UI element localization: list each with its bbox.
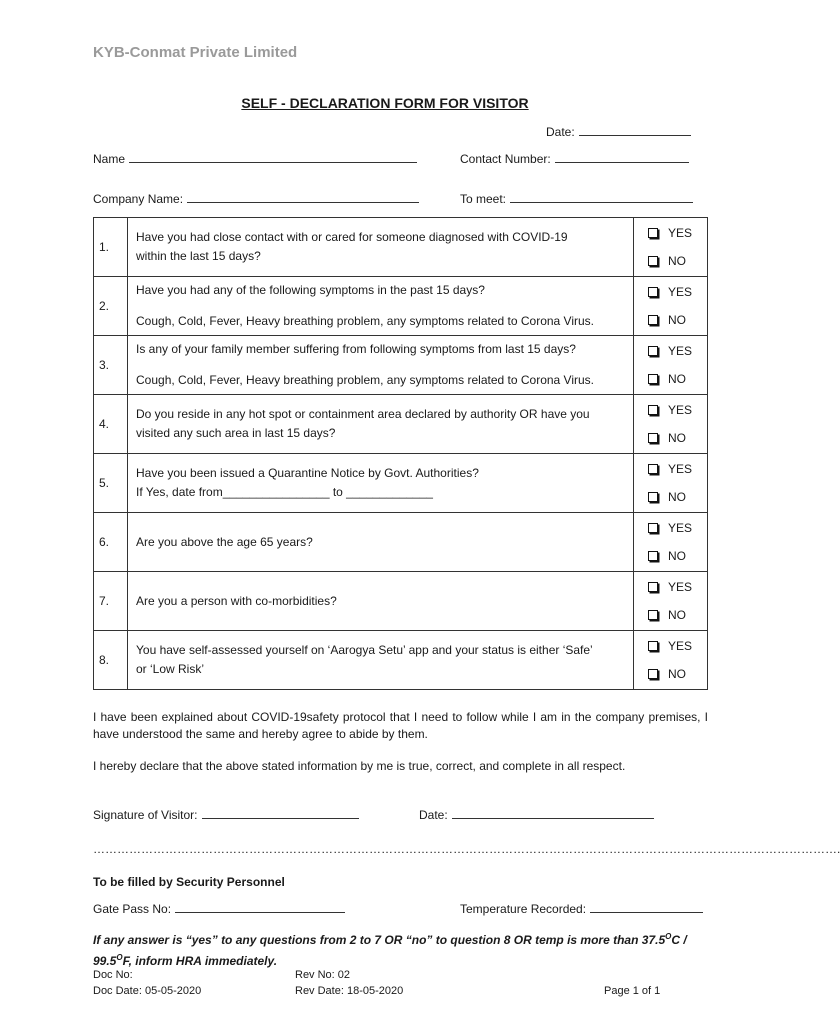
- date-field: [546, 124, 691, 139]
- question-row: [94, 631, 708, 690]
- page-number: Page 1 of 1: [604, 985, 661, 997]
- answer-options: [634, 572, 708, 631]
- yes-label: YES: [668, 580, 693, 594]
- question-row: [94, 572, 708, 631]
- instruction-note: [93, 928, 723, 970]
- question-line-1: Have you had close contact with or cared for someone diagnosed with COVID-19: [136, 230, 568, 244]
- checkbox-icon[interactable]: [648, 346, 658, 356]
- yes-checkbox-option[interactable]: [634, 632, 707, 660]
- revision-number: Rev No: 02: [295, 969, 351, 981]
- checkbox-icon[interactable]: [648, 492, 658, 502]
- contact-label: Contact Number:: [460, 152, 551, 166]
- signature-date-input-line[interactable]: [452, 807, 654, 819]
- checkbox-icon[interactable]: [648, 433, 658, 443]
- company-label: Company Name:: [93, 192, 184, 206]
- company-input-line[interactable]: [187, 191, 419, 203]
- question-line-1: You have self-assessed yourself on ‘Aarogya Setu’ app and your status is either ‘Safe’: [136, 643, 593, 657]
- question-row: [94, 218, 708, 277]
- contact-input-line[interactable]: [555, 151, 689, 163]
- no-label: NO: [668, 490, 686, 504]
- question-line-1: Do you reside in any hot spot or containment area declared by authority OR have you: [136, 407, 590, 421]
- question-line-1: Have you been issued a Quarantine Notice by Govt. Authorities?: [136, 466, 479, 480]
- question-number: 8.: [94, 631, 128, 690]
- answer-options: [634, 277, 708, 336]
- no-checkbox-option[interactable]: [634, 601, 707, 629]
- no-label: NO: [668, 549, 686, 563]
- no-checkbox-option[interactable]: [634, 483, 707, 511]
- note-text-4: F, inform HRA immediately.: [122, 954, 278, 968]
- answer-options: [634, 336, 708, 395]
- question-line-2: Cough, Cold, Fever, Heavy breathing problem, any symptoms related to Corona Virus.: [136, 373, 595, 387]
- temperature-field: [460, 901, 703, 916]
- signature-input-line[interactable]: [202, 807, 359, 819]
- no-checkbox-option[interactable]: [634, 660, 707, 688]
- temperature-label: Temperature Recorded:: [460, 902, 587, 916]
- question-text: [128, 277, 634, 336]
- visitor-signature-field: [93, 807, 359, 822]
- gate-pass-input-line[interactable]: [175, 901, 345, 913]
- no-label: NO: [668, 608, 686, 622]
- signature-date-label: Date:: [419, 808, 448, 822]
- yes-label: YES: [668, 639, 693, 653]
- question-line-2: Cough, Cold, Fever, Heavy breathing problem, any symptoms related to Corona Virus.: [136, 314, 595, 328]
- no-checkbox-option[interactable]: [634, 424, 707, 452]
- company-name: KYB-Conmat Private Limited: [93, 44, 298, 61]
- yes-checkbox-option[interactable]: [634, 219, 707, 247]
- no-checkbox-option[interactable]: [634, 365, 707, 393]
- yes-label: YES: [668, 521, 693, 535]
- question-row: [94, 513, 708, 572]
- checkbox-icon[interactable]: [648, 641, 658, 651]
- gate-pass-label: Gate Pass No:: [93, 902, 172, 916]
- question-line-1: Is any of your family member suffering from following symptoms from last 15 days?: [136, 342, 576, 356]
- degree-superscript: O: [116, 953, 123, 962]
- answer-options: [634, 631, 708, 690]
- question-row: [94, 277, 708, 336]
- question-text: [128, 218, 634, 277]
- note-text-1: If any answer is “yes” to any questions from 2 to 7 OR “no” to question 8 OR temp is more than 37.5: [93, 933, 666, 947]
- yes-label: YES: [668, 462, 693, 476]
- question-number: 2.: [94, 277, 128, 336]
- doc-date: Doc Date: 05-05-2020: [93, 985, 202, 997]
- checkbox-icon[interactable]: [648, 551, 658, 561]
- form-title: SELF - DECLARATION FORM FOR VISITOR: [241, 95, 529, 111]
- company-field: [93, 191, 419, 206]
- signature-label: Signature of Visitor:: [93, 808, 198, 822]
- declaration-paragraph-2: I hereby declare that the above stated information by me is true, correct, and complete in all respect.: [93, 759, 626, 773]
- yes-label: YES: [668, 285, 693, 299]
- checkbox-icon[interactable]: [648, 582, 658, 592]
- name-label: Name: [93, 152, 126, 166]
- question-line-2: If Yes, date from________________ to _____________: [136, 485, 433, 499]
- doc-number: Doc No:: [93, 969, 133, 981]
- yes-checkbox-option[interactable]: [634, 514, 707, 542]
- note-text-2: C /: [671, 933, 687, 947]
- yes-checkbox-option[interactable]: [634, 455, 707, 483]
- yes-checkbox-option[interactable]: [634, 396, 707, 424]
- meet-label: To meet:: [460, 192, 507, 206]
- question-row: [94, 395, 708, 454]
- question-text: [128, 336, 634, 395]
- question-number: 5.: [94, 454, 128, 513]
- cut-line: …………………………………………………………………………………………………………………………………………………………………….: [93, 842, 840, 856]
- checkbox-icon[interactable]: [648, 464, 658, 474]
- no-label: NO: [668, 372, 686, 386]
- question-number: 4.: [94, 395, 128, 454]
- question-number: 7.: [94, 572, 128, 631]
- yes-checkbox-option[interactable]: [634, 337, 707, 365]
- no-checkbox-option[interactable]: [634, 542, 707, 570]
- revision-date: Rev Date: 18-05-2020: [295, 985, 404, 997]
- date-label: Date:: [546, 125, 575, 139]
- question-line-1: Are you a person with co-morbidities?: [136, 593, 337, 608]
- note-text-3: 99.5: [93, 954, 117, 968]
- answer-options: [634, 218, 708, 277]
- no-label: NO: [668, 313, 686, 327]
- name-input-line[interactable]: [129, 151, 417, 163]
- questionnaire-table: [93, 217, 708, 690]
- meet-input-line[interactable]: [510, 191, 693, 203]
- security-heading: To be filled by Security Personnel: [93, 875, 285, 889]
- yes-checkbox-option[interactable]: [634, 278, 707, 306]
- checkbox-icon[interactable]: [648, 405, 658, 415]
- no-label: NO: [668, 667, 686, 681]
- yes-label: YES: [668, 226, 693, 240]
- date-input-line[interactable]: [579, 124, 691, 136]
- question-row: [94, 454, 708, 513]
- footer-rev-info: [295, 967, 403, 999]
- no-label: NO: [668, 254, 686, 268]
- yes-label: YES: [668, 344, 693, 358]
- question-text: [128, 395, 634, 454]
- question-line-1: Are you above the age 65 years?: [136, 534, 313, 549]
- answer-options: [634, 454, 708, 513]
- question-text: [128, 454, 634, 513]
- question-number: 1.: [94, 218, 128, 277]
- checkbox-icon[interactable]: [648, 256, 658, 266]
- checkbox-icon[interactable]: [648, 374, 658, 384]
- no-checkbox-option[interactable]: [634, 306, 707, 334]
- question-text: [128, 513, 634, 572]
- question-text: [128, 631, 634, 690]
- question-number: 3.: [94, 336, 128, 395]
- checkbox-icon[interactable]: [648, 523, 658, 533]
- checkbox-icon[interactable]: [648, 315, 658, 325]
- yes-label: YES: [668, 403, 693, 417]
- checkbox-icon[interactable]: [648, 669, 658, 679]
- question-line-2: visited any such area in last 15 days?: [136, 426, 336, 440]
- signature-date-field: [419, 807, 654, 822]
- question-line-2: within the last 15 days?: [136, 249, 261, 263]
- answer-options: [634, 395, 708, 454]
- footer-doc-info: [93, 967, 201, 999]
- question-line-1: Have you had any of the following symptoms in the past 15 days?: [136, 283, 485, 297]
- contact-field: [460, 151, 689, 166]
- declaration-paragraph-1: I have been explained about COVID-19safety protocol that I need to follow while I am in the company premises, I have understood the same and hereby agree to abide by them.: [93, 710, 708, 741]
- question-text: [128, 572, 634, 631]
- gate-pass-field: [93, 901, 345, 916]
- question-row: [94, 336, 708, 395]
- name-field: [93, 151, 417, 166]
- degree-superscript: O: [665, 932, 672, 941]
- question-line-2: or ‘Low Risk’: [136, 662, 205, 676]
- temperature-input-line[interactable]: [590, 901, 703, 913]
- no-label: NO: [668, 431, 686, 445]
- no-checkbox-option[interactable]: [634, 247, 707, 275]
- meet-field: [460, 191, 693, 206]
- answer-options: [634, 513, 708, 572]
- checkbox-icon[interactable]: [648, 287, 658, 297]
- yes-checkbox-option[interactable]: [634, 573, 707, 601]
- question-number: 6.: [94, 513, 128, 572]
- checkbox-icon[interactable]: [648, 610, 658, 620]
- checkbox-icon[interactable]: [648, 228, 658, 238]
